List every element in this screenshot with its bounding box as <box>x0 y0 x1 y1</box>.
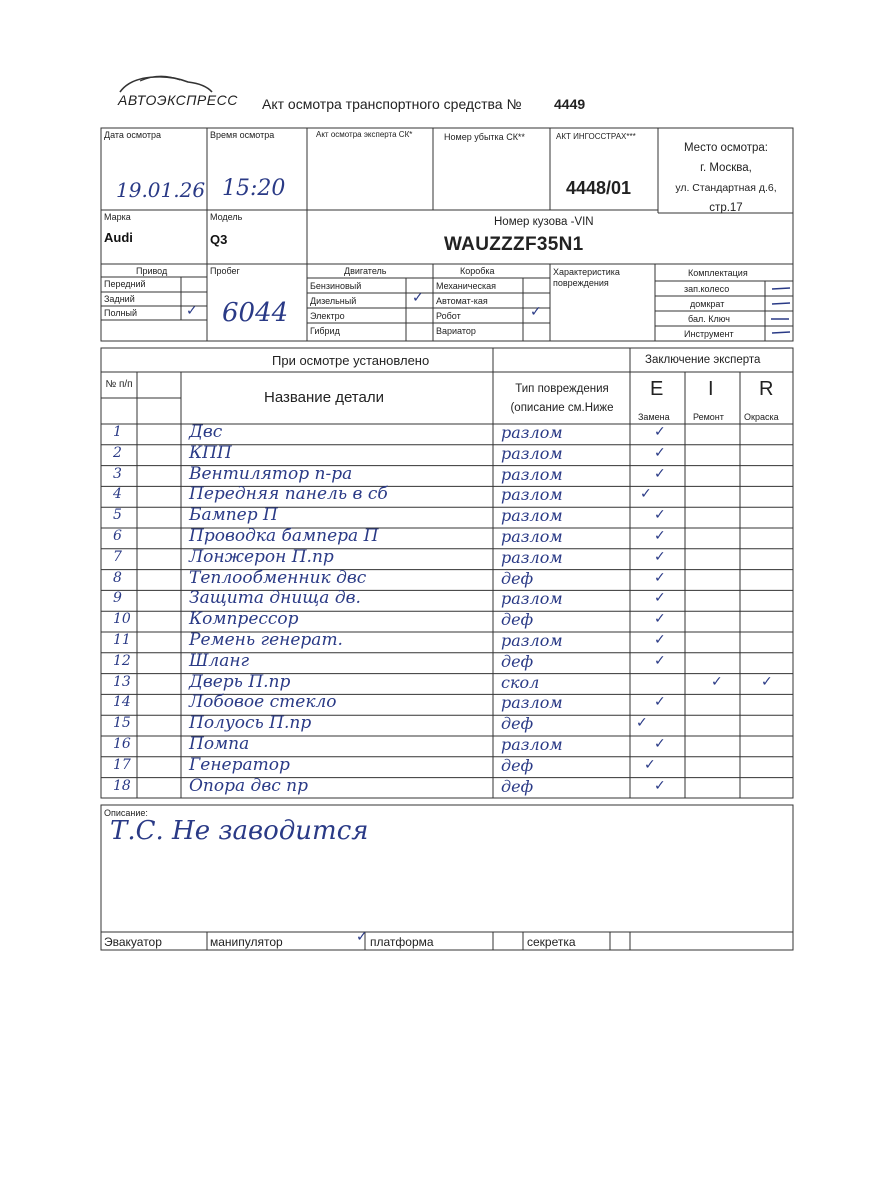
gearbox-robot-check-icon: ✓ <box>530 304 542 320</box>
kit-option-spare[interactable]: зап.колесо <box>684 284 730 294</box>
description-text: Т.С. Не заводится <box>110 816 369 846</box>
row-number: 13 <box>113 673 131 690</box>
make-label: Марка <box>104 212 131 222</box>
damage-type: деф <box>501 755 534 775</box>
row-number: 15 <box>113 715 131 732</box>
damage-type: разлом <box>501 485 563 505</box>
vin-label: Номер кузова -VIN <box>494 216 594 228</box>
part-name: Опора двс пр <box>189 775 308 796</box>
replace-check-icon: ✓ <box>654 736 666 752</box>
replace-check-icon: ✓ <box>654 444 666 461</box>
part-name: Генератор <box>189 754 290 775</box>
mileage-value: 6044 <box>222 298 289 328</box>
col-i-header: I <box>708 378 714 400</box>
expert-act-label: Акт осмотра эксперта СК* <box>316 130 413 139</box>
engine-option-petrol[interactable]: Бензиновый <box>310 281 362 291</box>
replace-check-icon: ✓ <box>654 528 666 544</box>
row-number: 3 <box>113 465 122 482</box>
damage-type: деф <box>501 776 534 796</box>
engine-option-electric[interactable]: Электро <box>310 311 345 321</box>
row-number: 1 <box>113 424 122 440</box>
damage-type: разлом <box>501 443 563 463</box>
table-row <box>101 650 793 674</box>
table-row <box>101 611 793 632</box>
part-name: Помпа <box>189 734 250 754</box>
replace-check-icon: ✓ <box>654 424 666 440</box>
part-name: Ремень генерат. <box>189 630 343 650</box>
damage-type: разлом <box>501 631 563 650</box>
part-name: Теплообменник двс <box>189 567 367 588</box>
row-number: 2 <box>113 444 122 461</box>
table-row <box>101 528 793 549</box>
part-name: Шланг <box>189 650 250 671</box>
replace-check-icon: ✓ <box>654 507 666 524</box>
damage-type: деф <box>501 651 534 671</box>
part-name: Компрессор <box>189 609 299 630</box>
part-name: Проводка бампера П <box>189 526 379 546</box>
date-value: 19.01.26 <box>116 178 206 202</box>
gearbox-label: Коробка <box>460 266 495 276</box>
damage-type: скол <box>501 672 540 692</box>
part-name: Передняя панель в сб <box>189 484 388 505</box>
table-row <box>101 671 793 695</box>
damage-char-label: Характеристика повреждения <box>553 267 620 288</box>
damage-type: разлом <box>501 527 563 546</box>
gearbox-option-cvt[interactable]: Вариатор <box>436 326 476 336</box>
kit-label: Комплектация <box>688 268 748 278</box>
model-label: Модель <box>210 212 243 222</box>
col-r-header: R <box>759 378 774 400</box>
replace-check-icon: ✓ <box>636 715 648 732</box>
damage-type: деф <box>501 714 534 734</box>
date-label: Дата осмотра <box>104 130 162 140</box>
col-e-sub: Замена <box>638 412 670 422</box>
col-i-sub: Ремонт <box>693 412 724 422</box>
mileage-label: Пробег <box>210 266 240 276</box>
row-number: 12 <box>113 652 131 669</box>
table-row <box>101 486 793 507</box>
drive-option-awd[interactable]: Полный <box>104 308 137 318</box>
kit-dash-marks <box>766 281 794 341</box>
row-number: 17 <box>113 756 131 773</box>
col-e-header: E <box>650 378 664 400</box>
part-name: Лобовое стекло <box>189 692 337 713</box>
part-name-header: Название детали <box>264 389 384 406</box>
replace-check-icon: ✓ <box>644 756 656 773</box>
table-row <box>101 424 793 445</box>
engine-label: Двигатель <box>344 266 387 276</box>
replace-check-icon: ✓ <box>654 611 666 628</box>
table-row <box>101 590 793 611</box>
logo-text: АВТОЭКСПРЕСС <box>118 92 238 108</box>
place-line2: ул. Стандартная д.6, <box>675 182 777 194</box>
platform-check-icon: ✓ <box>356 929 368 945</box>
footer-platform[interactable]: платформа <box>370 935 434 949</box>
table-row <box>101 463 793 487</box>
replace-check-icon: ✓ <box>654 632 666 648</box>
part-name: Полуось П.пр <box>189 713 312 734</box>
replace-check-icon: ✓ <box>654 569 666 586</box>
footer-secretka[interactable]: секретка <box>527 935 576 949</box>
row-number: 11 <box>113 632 131 648</box>
part-name: Двс <box>189 422 223 442</box>
replace-check-icon: ✓ <box>654 694 666 711</box>
row-number: 18 <box>113 777 131 794</box>
replace-check-icon: ✓ <box>654 777 666 794</box>
footer-evacuator[interactable]: Эвакуатор <box>104 935 162 949</box>
row-number: 8 <box>113 569 122 586</box>
time-value: 15:20 <box>222 176 286 201</box>
make-value: Audi <box>104 230 133 245</box>
damage-type: разлом <box>501 423 563 442</box>
row-number: 6 <box>113 528 122 544</box>
model-value: Q3 <box>210 232 228 247</box>
row-number-header: № п/п <box>105 379 133 390</box>
ingos-value: 4448/01 <box>566 178 632 198</box>
row-number: 7 <box>113 548 122 565</box>
part-name: Вентилятор п-ра <box>189 463 353 484</box>
drive-label: Привод <box>136 266 168 276</box>
kit-option-tools[interactable]: Инструмент <box>684 329 734 339</box>
table-row <box>101 754 793 778</box>
place-line1: г. Москва, <box>700 162 752 174</box>
damage-type: разлом <box>501 506 563 526</box>
part-name: Защита днища дв. <box>189 588 361 609</box>
place-label: Место осмотра: <box>683 142 769 154</box>
col-r-sub: Окраска <box>744 412 779 422</box>
engine-option-hybrid[interactable]: Гибрид <box>310 326 340 336</box>
footer-manipulator[interactable]: манипулятор <box>210 935 283 949</box>
gearbox-option-robot[interactable]: Робот <box>436 311 461 321</box>
description-label: Описание: <box>104 808 148 818</box>
damage-type: разлом <box>501 547 563 567</box>
replace-check-icon: ✓ <box>654 652 666 669</box>
engine-diesel-check-icon: ✓ <box>412 290 424 306</box>
time-label: Время осмотра <box>210 130 275 140</box>
act-number: 4449 <box>554 96 586 112</box>
ingos-label: АКТ ИНГОССТРАХ*** <box>556 132 636 141</box>
row-number: 14 <box>113 694 131 711</box>
row-number: 16 <box>113 736 131 752</box>
conclusion-title: Заключение эксперта <box>645 354 761 366</box>
damage-type: разлом <box>501 464 563 484</box>
loss-no-label: Номер убытка СК** <box>444 132 525 142</box>
part-name: КПП <box>189 442 232 463</box>
part-name: Лонжерон П.пр <box>189 546 334 567</box>
table-row <box>101 442 793 466</box>
paint-check-icon: ✓ <box>761 673 773 690</box>
place-block <box>660 138 792 218</box>
table-row <box>101 694 793 715</box>
section-title: При осмотре установлено <box>272 353 430 368</box>
engine-option-diesel[interactable]: Дизельный <box>310 296 357 306</box>
table-row <box>101 507 793 528</box>
drive-awd-check-icon: ✓ <box>186 303 198 319</box>
drive-option-front[interactable]: Передний <box>104 279 146 289</box>
drive-option-rear[interactable]: Задний <box>104 294 135 304</box>
damage-type: разлом <box>501 735 563 754</box>
damage-type: деф <box>501 568 534 588</box>
damage-type: деф <box>501 610 534 630</box>
replace-check-icon: ✓ <box>654 548 666 565</box>
row-number: 9 <box>113 590 122 607</box>
act-title: Акт осмотра транспортного средства № <box>262 96 522 112</box>
table-row <box>101 715 793 736</box>
row-number: 10 <box>113 611 131 628</box>
repair-check-icon: ✓ <box>711 673 723 690</box>
gearbox-option-manual[interactable]: Механическая <box>436 281 497 291</box>
table-row <box>101 632 793 653</box>
table-row <box>101 775 793 799</box>
row-number: 5 <box>113 507 122 524</box>
kit-option-wrench[interactable]: бал. Ключ <box>688 314 730 324</box>
table-row <box>101 736 793 757</box>
vin-value: WAUZZZF35N1 <box>444 234 584 255</box>
damage-type: разлом <box>501 693 563 713</box>
row-number: 4 <box>113 486 122 503</box>
replace-check-icon: ✓ <box>654 465 666 482</box>
damage-type: разлом <box>501 589 563 609</box>
damage-type-header: Тип повреждения (описание см.Ниже <box>510 383 614 414</box>
gearbox-option-auto[interactable]: Автомат-кая <box>436 296 488 306</box>
replace-check-icon: ✓ <box>654 590 666 607</box>
kit-option-jack[interactable]: домкрат <box>690 299 725 309</box>
part-name: Бампер П <box>189 505 278 526</box>
table-row <box>101 546 793 570</box>
part-name: Дверь П.пр <box>189 671 291 692</box>
replace-check-icon: ✓ <box>640 486 652 503</box>
place-line3: стр.17 <box>709 202 743 214</box>
table-row <box>101 567 793 591</box>
